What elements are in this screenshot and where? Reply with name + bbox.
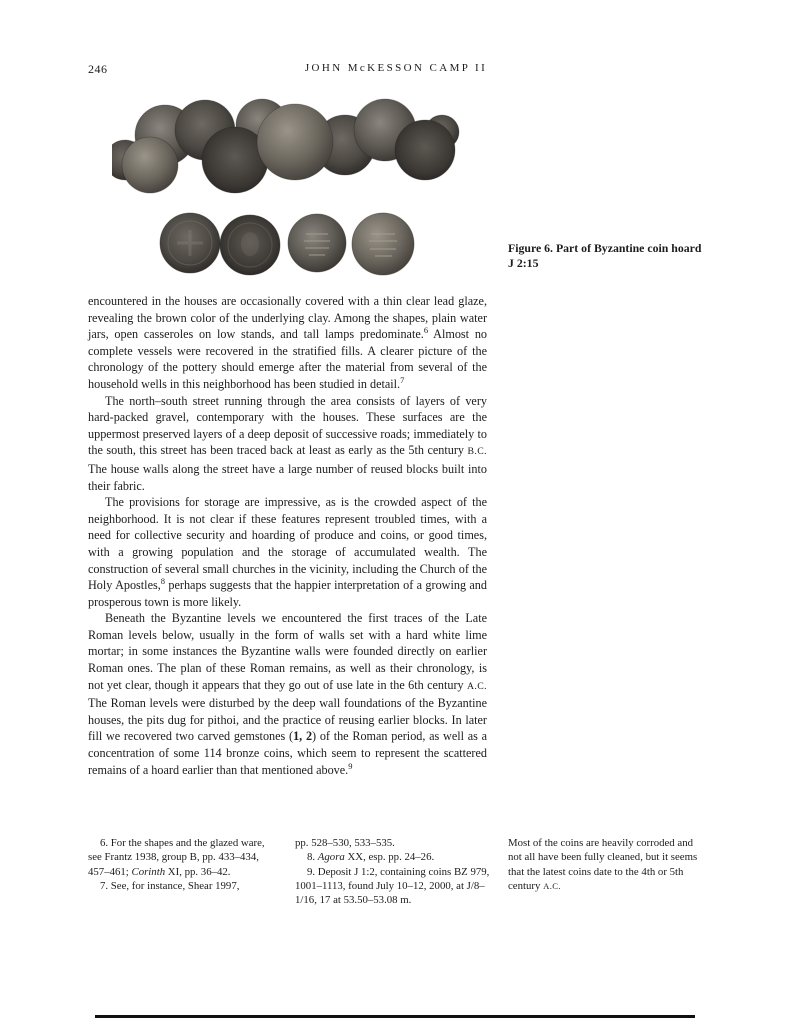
paragraph — [295, 850, 493, 864]
byzantine-coin-hoard-photo — [112, 98, 460, 280]
text-run: B.C. — [467, 446, 487, 458]
text-run: The house walls along the street have a large number of reused blocks built into their fabric. — [88, 461, 487, 493]
text-run: The Roman levels were disturbed by the deep wall foundations of the Byzantine houses, the pits dug for pithoi, and the practice of reusing earlier blocks. In later fill we recovered two carved gemstones ( — [88, 696, 487, 744]
text-run: Most of the coins are heavily corroded and not all have been fully cleaned, but it seems that the latest coins date to the 4th or 5th century — [508, 837, 698, 892]
text-run: ) of the Roman period, as well as a concentration of some 114 bronze coins, which seem to represent the scattered remains of a hoard earlier than that mentioned above. — [88, 729, 488, 777]
page-number: 246 — [88, 62, 108, 76]
margin-note — [508, 836, 704, 893]
body-text — [88, 293, 487, 778]
text-run: perhaps suggests that the happier interpretation of a growing and prosperous town is more likely. — [88, 578, 487, 609]
text-run: 1, 2 — [293, 729, 313, 744]
figure-caption: Figure 6. Part of Byzantine coin hoard J 2:15 — [508, 241, 702, 270]
text-run: Agora — [317, 851, 345, 864]
text-run: Almost no complete vessels were recovered in the stratified fills. A clearer picture of the chronology of the pottery should emerge after the material from several of the household wells in this neighborhood has been studied in detail. — [88, 327, 488, 391]
paragraph — [88, 836, 280, 879]
text-run: 7. See, for instance, Shear 1997, — [100, 879, 240, 892]
text-run: XX, esp. pp. 24–26. — [344, 851, 435, 864]
text-run: Beneath the Byzantine levels we encountered the first traces of the Late Roman levels below, usually in the form of walls set with a hard white lime mortar; in some instances the Byzantine walls were founded directly on earlier Roman ones. The plan of these Roman remains, as well as their chronology, is not yet clear, though it appears that they go out of use late in the 6th century — [88, 611, 487, 692]
text-run: 6. For the shapes and the glazed ware, see Frantz 1938, group B, pp. 433–434, 457–461; — [88, 837, 265, 878]
coin — [122, 137, 178, 193]
text-run: A.C. — [543, 880, 561, 891]
paragraph — [295, 836, 493, 850]
paragraph — [88, 610, 487, 778]
coin — [352, 213, 414, 275]
coin-row — [160, 213, 414, 275]
coin-pile — [112, 99, 459, 193]
paragraph — [88, 393, 487, 495]
footnote-reference: 7 — [400, 374, 405, 385]
footnotes-column-1 — [88, 836, 280, 893]
text-run: Corinth — [131, 865, 166, 878]
paragraph — [88, 494, 487, 610]
coin-bust-motif — [241, 232, 259, 256]
text-run: 8. — [307, 851, 318, 864]
paragraph — [88, 879, 280, 893]
scan-edge-line — [95, 1015, 695, 1018]
coin — [288, 214, 346, 272]
paragraph — [295, 865, 493, 908]
text-run: encountered in the houses are occasionally covered with a thin clear lead glaze, revealing the brown color of the underlying clay. Among the shapes, plain water jars, open casseroles on low stands, and tall lamps predominate. — [88, 294, 487, 342]
text-run: 9. Deposit J 1:2, containing coins BZ 979, 1001–1113, found July 10–12, 2000, at J/8–1/16, 17 at 53.50–53.08 m. — [295, 865, 490, 907]
text-run: XI, pp. 36–42. — [165, 865, 231, 878]
text-run: A.C. — [466, 680, 487, 692]
coin — [395, 120, 455, 180]
footnote-reference: 8 — [160, 576, 166, 587]
footnotes-column-2 — [295, 836, 493, 907]
paragraph — [88, 293, 487, 393]
paragraph — [508, 836, 704, 893]
running-header: JOHN McKESSON CAMP II — [304, 62, 488, 74]
coin — [257, 104, 333, 180]
text-run: The north–south street running through the area consists of layers of very hard-packed gravel, contemporary with the houses. These surfaces are the uppermost preserved layers of a deep deposit of successive roads; immediately to the south, this street has been traced back at least as early as the 5th century — [88, 393, 487, 458]
text-run: The provisions for storage are impressive, as is the crowded aspect of the neighborhood. It is not clear if these features represent troubled times, with a need for collective security and hoarding of produce and coins, or good times, with a growing population and the storage of accumulated wealth. The construction of several small churches in the vicinity, including the Church of the Holy Apostles, — [88, 495, 487, 593]
footnote-reference: 6 — [423, 325, 429, 336]
text-run: pp. 528–530, 533–535. — [295, 837, 395, 849]
footnote-reference: 9 — [348, 760, 353, 771]
